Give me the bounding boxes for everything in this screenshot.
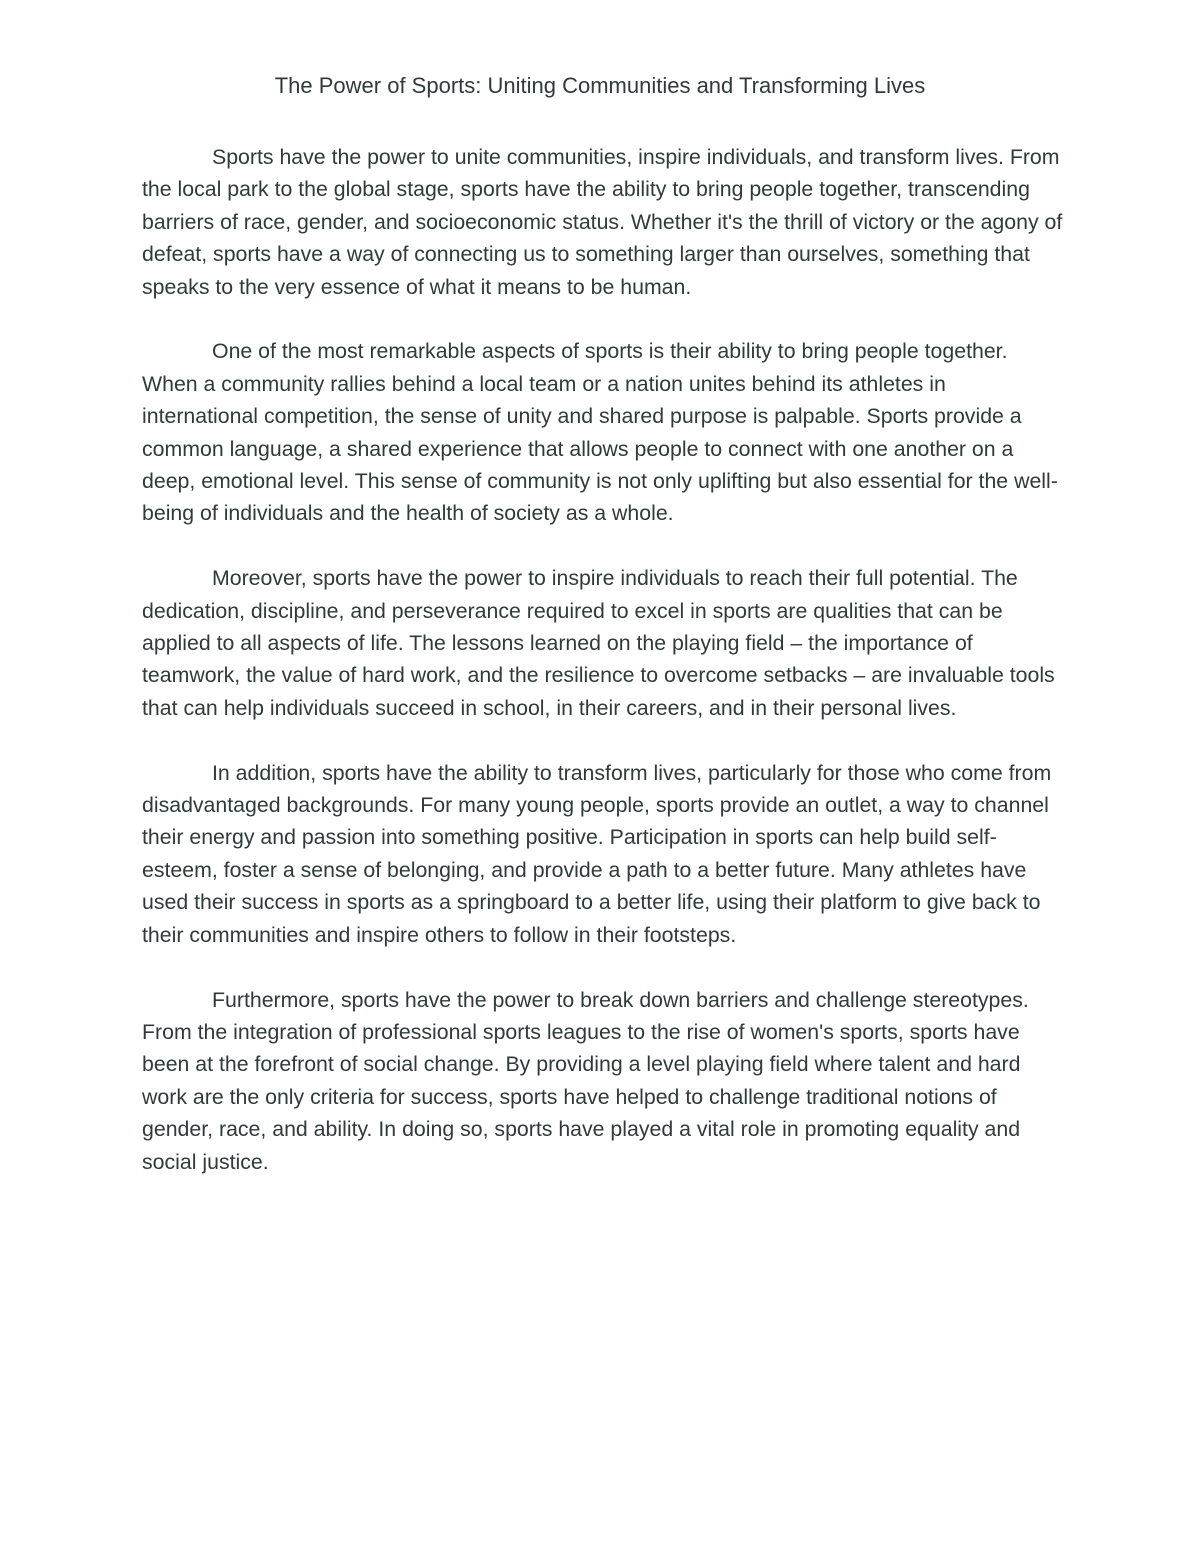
document-title: The Power of Sports: Uniting Communities and Transforming Lives (274, 73, 926, 98)
paragraph-3: Moreover, sports have the power to inspire individuals to reach their full potential. The dedication, discipline, and perseverance required to excel in sports are qualities that can be applied to all aspects of life. The lessons learned on the playing field – the importance of teamwork, the value of hard work, and the resilience to overcome setbacks – are invaluable tools that can help individuals succeed in school, in their careers, and in their personal lives. (142, 566, 1055, 720)
paragraph-2: One of the most remarkable aspects of sports is their ability to bring people together. When a community rallies behind a local team or a nation unites behind its athletes in international competition, the sense of unity and shared purpose is palpable. Sports provide a common language, a shared experience that allows people to connect with one another on a deep, emotional level. This sense of community is not only uplifting but also essential for the well-being of individuals and the health of society as a whole. (142, 339, 1058, 526)
paragraph-1: Sports have the power to unite communities, inspire individuals, and transform lives. From the local park to the global stage, sports have the ability to bring people together, transcending barriers of race, gender, and socioeconomic status. Whether it's the thrill of victory or the agony of defeat, sports have a way of connecting us to something larger than ourselves, something that speaks to the very essence of what it means to be human. (142, 145, 1063, 299)
paragraph-4: In addition, sports have the ability to transform lives, particularly for those who come from disadvantaged backgrounds. For many young people, sports provide an outlet, a way to channel their energy and passion into something positive. Participation in sports can help build self-esteem, foster a sense of belonging, and provide a path to a better future. Many athletes have used their success in sports as a springboard to a better life, using their platform to give back to their communities and inspire others to follow in their footsteps. (142, 760, 1052, 947)
document-body (142, 141, 1066, 1210)
paragraph-5: Furthermore, sports have the power to break down barriers and challenge stereotypes. From the integration of professional sports leagues to the rise of women's sports, sports have been at the forefront of social change. By providing a level playing field where talent and hard work are the only criteria for success, sports have helped to challenge traditional notions of gender, race, and ability. In doing so, sports have played a vital role in promoting equality and social justice. (142, 987, 1029, 1174)
